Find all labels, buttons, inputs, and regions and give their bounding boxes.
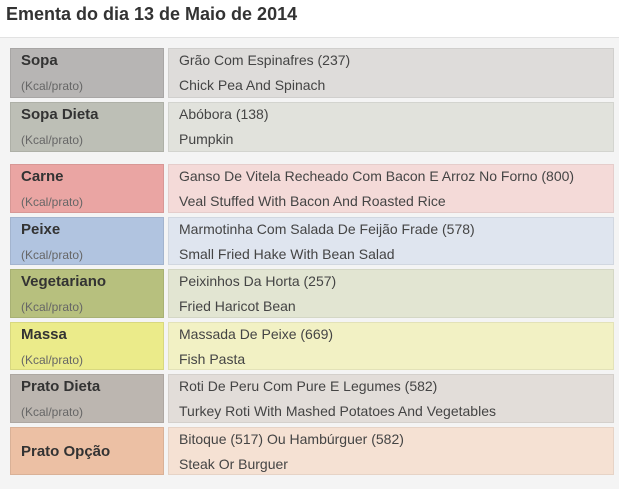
menu-row: [10, 102, 614, 152]
menu-row: [10, 374, 614, 423]
dish-name-pt: Ganso De Vitela Recheado Com Bacon E Arroz No Forno (800): [179, 168, 575, 184]
category-cell: [10, 102, 164, 152]
category-cell: [10, 217, 164, 265]
menu-row: [10, 48, 614, 98]
dish-name-en: Veal Stuffed With Bacon And Roasted Rice: [179, 193, 446, 209]
category-unit: (Kcal/prato): [21, 248, 84, 262]
category-cell: [10, 269, 164, 318]
category-unit: (Kcal/prato): [21, 79, 84, 93]
category-name: Massa: [21, 326, 67, 343]
dish-cell: [168, 427, 614, 475]
category-cell: [10, 48, 164, 98]
dish-name-en: Pumpkin: [179, 131, 234, 147]
category-unit: (Kcal/prato): [21, 405, 84, 419]
dish-name-pt: Peixinhos Da Horta (257): [179, 273, 337, 289]
category-unit: (Kcal/prato): [21, 300, 84, 314]
category-cell: [10, 374, 164, 423]
category-name: Sopa Dieta: [21, 106, 99, 123]
category-unit: (Kcal/prato): [21, 353, 84, 367]
category-unit: (Kcal/prato): [21, 133, 84, 147]
dish-name-en: Turkey Roti With Mashed Potatoes And Vegetables: [179, 403, 496, 419]
category-name: Vegetariano: [21, 273, 107, 290]
dish-cell: [168, 269, 614, 318]
menu-row: [10, 322, 614, 370]
dish-name-pt: Marmotinha Com Salada De Feijão Frade (578): [179, 221, 475, 237]
dish-cell: [168, 217, 614, 265]
menu-row: [10, 164, 614, 213]
dish-name-en: Fried Haricot Bean: [179, 298, 296, 314]
dish-cell: [168, 322, 614, 370]
dish-name-en: Chick Pea And Spinach: [179, 77, 326, 93]
menu-row: [10, 269, 614, 318]
dish-name-pt: Massada De Peixe (669): [179, 326, 334, 342]
dish-name-en: Steak Or Burguer: [179, 456, 288, 472]
category-name: Prato Dieta: [21, 378, 101, 395]
menu-row: [10, 217, 614, 265]
dish-cell: [168, 102, 614, 152]
dish-cell: [168, 374, 614, 423]
dish-name-en: Small Fried Hake With Bean Salad: [179, 246, 395, 262]
dish-name-pt: Abóbora (138): [179, 106, 269, 122]
category-name: Sopa: [21, 52, 58, 69]
page-title: Ementa do dia 13 de Maio de 2014: [6, 4, 298, 24]
dish-cell: [168, 48, 614, 98]
dish-name-pt: Bitoque (517) Ou Hambúrguer (582): [179, 431, 404, 447]
dish-cell: [168, 164, 614, 213]
category-cell: [10, 322, 164, 370]
category-name: Carne: [21, 168, 64, 185]
dish-name-en: Fish Pasta: [179, 351, 246, 367]
category-name: Prato Opção: [21, 443, 111, 460]
category-name: Peixe: [21, 221, 61, 238]
menu-panel: [0, 37, 619, 489]
category-cell: [10, 164, 164, 213]
menu-row: [10, 427, 614, 475]
category-unit: (Kcal/prato): [21, 195, 84, 209]
category-cell: [10, 427, 164, 475]
dish-name-pt: Grão Com Espinafres (237): [179, 52, 351, 68]
dish-name-pt: Roti De Peru Com Pure E Legumes (582): [179, 378, 438, 394]
